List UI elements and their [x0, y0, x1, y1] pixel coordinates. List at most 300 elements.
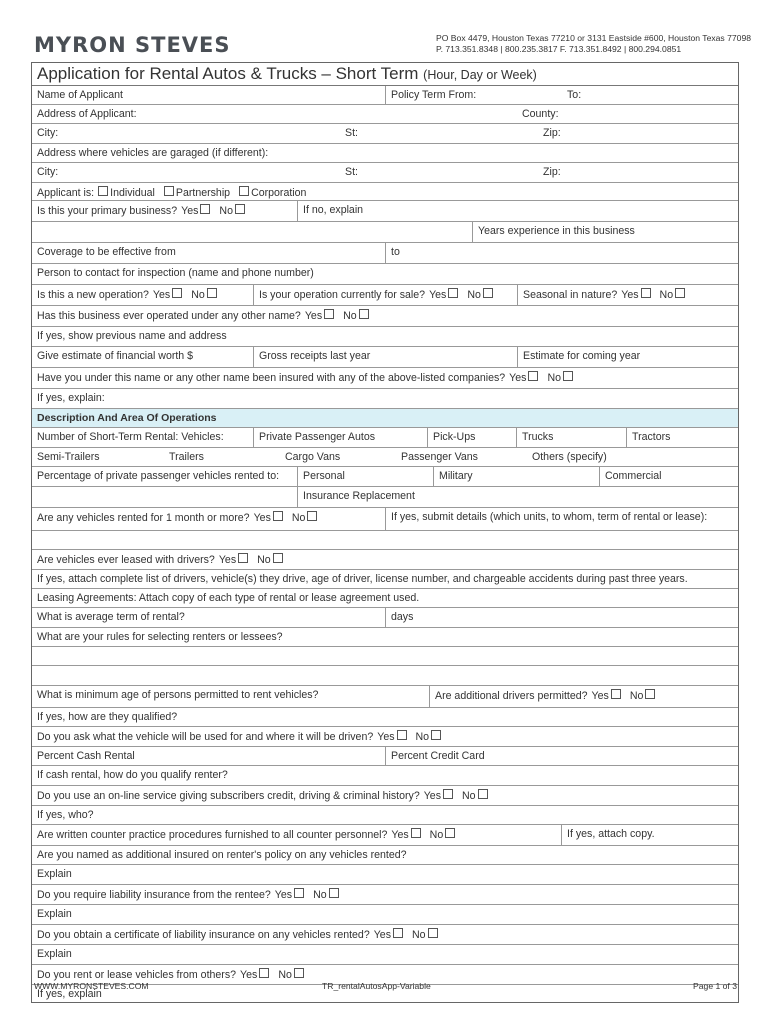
field-label: Are you named as additional insured on renter's policy on any vehicles rented? [37, 849, 407, 861]
checkbox[interactable] [528, 371, 538, 381]
form-title-text: Application for Rental Autos & Trucks – Short Term [37, 64, 419, 83]
checkbox[interactable] [431, 730, 441, 740]
form-field[interactable] [32, 467, 297, 486]
form-row [32, 747, 738, 766]
form-field[interactable] [297, 467, 433, 486]
form-field[interactable] [433, 467, 599, 486]
field-label: If yes, attach copy. [567, 828, 655, 840]
checkbox[interactable] [645, 689, 655, 699]
checkbox-option[interactable] [374, 929, 403, 941]
form-field[interactable] [253, 285, 517, 305]
form-field[interactable] [32, 905, 738, 924]
field-label: Estimate for coming year [523, 350, 641, 362]
checkbox[interactable] [324, 309, 334, 319]
form-field[interactable] [32, 589, 738, 607]
form-field[interactable] [385, 747, 738, 765]
checkbox-option[interactable] [305, 310, 334, 322]
form-row [32, 389, 738, 409]
field-label: Semi-Trailers [37, 451, 100, 463]
checkbox-label: Yes [509, 372, 527, 384]
form-row [32, 124, 738, 144]
form-field[interactable] [32, 448, 164, 466]
form-row [32, 666, 738, 686]
checkbox-label: Partnership [175, 187, 231, 199]
form-field[interactable] [297, 201, 738, 221]
form-row [32, 727, 738, 747]
checkbox-label: Yes [591, 690, 609, 702]
field-label: Do you rent or lease vehicles from others? [37, 969, 237, 981]
field-label: To: [567, 89, 582, 101]
checkbox-label: Yes [621, 289, 639, 301]
field-label: Is this a new operation? [37, 289, 149, 301]
field-label: Address where vehicles are garaged (if different): [37, 147, 269, 159]
checkbox-label: Yes [423, 790, 442, 802]
form-row [32, 865, 738, 885]
checkbox[interactable] [294, 888, 304, 898]
field-label: Explain [37, 948, 72, 960]
checkbox-option[interactable] [630, 690, 656, 702]
form-field[interactable] [297, 487, 738, 507]
form-title [32, 63, 738, 86]
form-field[interactable] [32, 327, 738, 346]
field-label: What is minimum age of persons permitted to rent vehicles? [37, 689, 319, 701]
form-field[interactable] [32, 708, 738, 726]
form-row [32, 163, 738, 183]
checkbox-option[interactable] [181, 205, 210, 217]
checkbox[interactable] [238, 553, 248, 563]
form-row [32, 183, 738, 201]
field-label: Applicant is: [37, 187, 95, 199]
field-label: If yes, explain: [37, 392, 105, 404]
section-header-row [32, 409, 738, 428]
checkbox-label: No [257, 554, 271, 566]
field-label: If yes, show previous name and address [37, 330, 227, 342]
form-field[interactable] [32, 428, 253, 447]
field-label: Commercial [605, 470, 662, 482]
checkbox-option[interactable] [462, 790, 488, 802]
field-label: Zip: [543, 166, 561, 178]
field-label: Policy Term From: [391, 89, 477, 101]
form-field[interactable] [32, 666, 738, 685]
field-label: If yes, submit details (which units, to whom, term of rental or lease): [391, 511, 708, 523]
form-field[interactable] [527, 448, 738, 466]
field-label: Name of Applicant [37, 89, 123, 101]
form-field[interactable] [32, 885, 738, 904]
field-label: Explain [37, 868, 72, 880]
checkbox[interactable] [393, 928, 403, 938]
form-row [32, 708, 738, 727]
form-row [32, 243, 738, 264]
checkbox-label: Yes [218, 554, 237, 566]
form-row [32, 825, 738, 846]
field-label: Number of Short-Term Rental: Vehicles: [37, 431, 224, 443]
field-label: Have you under this name or any other name been insured with any of the above-listed companies? [37, 372, 506, 384]
form-field[interactable] [32, 608, 385, 627]
checkbox-option[interactable] [191, 289, 217, 301]
checkbox[interactable] [411, 828, 421, 838]
field-label: Has this business ever operated under any other name? [37, 310, 301, 322]
form-row [32, 608, 738, 628]
checkbox-label: No [191, 289, 205, 301]
field-label: St: [345, 127, 358, 139]
form-row [32, 467, 738, 487]
checkbox-option[interactable] [509, 372, 538, 384]
form-field[interactable] [32, 222, 472, 242]
field-label: Do you require liability insurance from the rentee? [37, 889, 271, 901]
form-field[interactable] [253, 347, 517, 367]
form-row [32, 508, 738, 531]
field-label: Gross receipts last year [259, 350, 371, 362]
checkbox[interactable] [207, 288, 217, 298]
field-label: City: [37, 127, 59, 139]
checkbox[interactable] [200, 204, 210, 214]
checkbox-option[interactable] [592, 690, 621, 702]
form-field[interactable] [32, 105, 517, 123]
form-field[interactable] [429, 686, 738, 707]
form-field[interactable] [32, 686, 429, 707]
checkbox-label: Yes [304, 310, 323, 322]
form-field[interactable] [385, 243, 738, 263]
field-label: Do you obtain a certificate of liability insurance on any vehicles rented? [37, 929, 370, 941]
form-field[interactable] [472, 222, 738, 242]
form-row [32, 264, 738, 285]
form-field[interactable] [32, 487, 297, 507]
field-label: Private Passenger Autos [259, 431, 376, 443]
checkbox-label: Yes [373, 929, 392, 941]
form-field[interactable] [164, 448, 280, 466]
form-row [32, 347, 738, 368]
checkbox-option[interactable] [164, 187, 230, 199]
form-row [32, 428, 738, 448]
checkbox-label: Yes [274, 889, 293, 901]
form-row [32, 86, 738, 105]
field-label: days [391, 611, 414, 623]
checkbox[interactable] [98, 186, 108, 196]
checkbox[interactable] [164, 186, 174, 196]
field-label: County: [522, 108, 559, 120]
form-row [32, 448, 738, 467]
checkbox-label: Yes [240, 969, 258, 981]
form-row [32, 222, 738, 243]
field-label: Others (specify) [532, 451, 607, 463]
form-field[interactable] [32, 925, 738, 944]
form-field[interactable] [32, 628, 738, 646]
form-row [32, 885, 738, 905]
checkbox-option[interactable] [343, 310, 369, 322]
form-field[interactable] [32, 550, 738, 569]
field-label: St: [345, 166, 358, 178]
field-label: If yes, who? [37, 809, 94, 821]
form-field[interactable] [32, 183, 738, 200]
checkbox-option[interactable] [278, 969, 304, 981]
form-title-suffix: (Hour, Day or Week) [423, 68, 537, 82]
field-label: Is your operation currently for sale? [259, 289, 426, 301]
checkbox[interactable] [329, 888, 339, 898]
field-label: Insurance Replacement [303, 490, 415, 502]
form-field[interactable] [32, 747, 385, 765]
field-label: Explain [37, 908, 72, 920]
checkbox-label: No [313, 889, 327, 901]
company-logo: MYRON STEVES [34, 33, 231, 57]
checkbox-option[interactable] [547, 372, 573, 384]
field-label: City: [37, 166, 59, 178]
form-field[interactable] [385, 608, 738, 627]
form-field[interactable] [32, 285, 253, 305]
field-label: Years experience in this business [478, 225, 635, 237]
form-row [32, 105, 738, 124]
form-field[interactable] [280, 448, 396, 466]
checkbox-label: No [291, 512, 306, 524]
checkbox-option[interactable] [660, 289, 686, 301]
checkbox[interactable] [563, 371, 573, 381]
form-row [32, 945, 738, 965]
checkbox-label: Yes [181, 205, 199, 217]
field-label: Leasing Agreements: Attach copy of each type of rental or lease agreement used. [37, 592, 420, 604]
checkbox-option[interactable] [467, 289, 493, 301]
form-row [32, 647, 738, 666]
checkbox[interactable] [273, 553, 283, 563]
checkbox-label: No [412, 929, 426, 941]
form-field[interactable] [32, 264, 738, 284]
field-label: Percent Credit Card [391, 750, 485, 762]
form-field[interactable] [562, 86, 738, 104]
footer-form-id: TR_rentalAutosApp-Variable [322, 981, 431, 991]
field-label: Are vehicles ever leased with drivers? [37, 554, 215, 566]
checkbox[interactable] [259, 968, 269, 978]
form-row [32, 589, 738, 608]
form-field[interactable] [32, 347, 253, 367]
form-row [32, 550, 738, 570]
checkbox-option[interactable] [416, 731, 442, 743]
checkbox-option[interactable] [412, 929, 438, 941]
form-field[interactable] [340, 163, 538, 182]
footer-page-number: Page 1 of 3 [693, 981, 737, 991]
checkbox[interactable] [478, 789, 488, 799]
form-field[interactable] [32, 306, 738, 326]
checkbox-option[interactable] [292, 512, 318, 524]
form-row [32, 686, 738, 708]
checkbox-label: No [629, 690, 644, 702]
checkbox-option[interactable] [239, 187, 306, 199]
field-label: Give estimate of financial worth $ [37, 350, 194, 362]
field-label: If yes, how are they qualified? [37, 711, 178, 723]
field-label: Personal [303, 470, 345, 482]
form-field[interactable] [561, 825, 738, 845]
phone-fax-line: P. 713.351.8348 | 800.235.3817 F. 713.351.8492 | 800.294.0851 [436, 44, 682, 54]
form-row [32, 846, 738, 865]
checkbox-label: Yes [152, 289, 171, 301]
field-label: Tractors [632, 431, 671, 443]
form-field[interactable] [32, 368, 738, 388]
form-field[interactable] [538, 163, 738, 182]
form-row [32, 531, 738, 550]
checkbox-label: Yes [391, 829, 409, 841]
checkbox-option[interactable] [98, 187, 155, 199]
field-label: Address of Applicant: [37, 108, 137, 120]
form-field[interactable] [517, 285, 738, 305]
form-field[interactable] [32, 570, 738, 588]
checkbox[interactable] [359, 309, 369, 319]
checkbox-option[interactable] [377, 731, 406, 743]
field-label: If yes, explain [37, 988, 102, 1000]
form-field[interactable] [253, 428, 427, 447]
checkbox-label: Individual [110, 187, 155, 199]
form-row [32, 487, 738, 508]
form-field[interactable] [32, 409, 738, 427]
checkbox-label: No [343, 310, 357, 322]
form-row [32, 905, 738, 925]
form-field[interactable] [32, 531, 738, 549]
field-label: Trucks [522, 431, 554, 443]
checkbox-label: No [415, 731, 430, 743]
form-field[interactable] [32, 945, 738, 964]
checkbox[interactable] [172, 288, 182, 298]
form-row [32, 306, 738, 327]
form-row [32, 766, 738, 786]
checkbox-option[interactable] [219, 205, 245, 217]
form-field[interactable] [340, 124, 538, 143]
field-label: Are additional drivers permitted? [435, 690, 588, 702]
checkbox-option[interactable] [621, 289, 650, 301]
checkbox-option[interactable] [257, 554, 283, 566]
form-field[interactable] [517, 347, 738, 367]
field-label: Do you ask what the vehicle will be used for and where it will be driven? [37, 731, 374, 743]
checkbox[interactable] [273, 511, 283, 521]
checkbox-option[interactable] [313, 889, 339, 901]
form-row [32, 806, 738, 825]
form-field[interactable] [32, 806, 738, 824]
application-form [31, 62, 739, 1003]
checkbox-option[interactable] [430, 829, 456, 841]
checkbox-label: Yes [377, 731, 395, 743]
checkbox-label: Yes [429, 289, 447, 301]
checkbox-label: Yes [253, 512, 271, 524]
form-row [32, 144, 738, 163]
checkbox-option[interactable] [219, 554, 248, 566]
checkbox[interactable] [294, 968, 304, 978]
form-row [32, 285, 738, 306]
form-field[interactable] [32, 786, 738, 805]
form-field[interactable] [626, 428, 738, 447]
checkbox-label: No [219, 205, 233, 217]
form-row [32, 201, 738, 222]
form-field[interactable] [538, 124, 738, 143]
checkbox-label: No [429, 829, 444, 841]
field-label: to [391, 246, 400, 258]
checkbox[interactable] [448, 288, 458, 298]
checkbox-label: Corporation [251, 187, 307, 199]
field-label: If yes, attach complete list of drivers, vehicle(s) they drive, age of driver, license number, and chargeable accidents during past three years. [37, 573, 688, 585]
form-field[interactable] [32, 243, 385, 263]
checkbox-option[interactable] [429, 289, 458, 301]
form-field[interactable] [32, 163, 340, 182]
field-label: What is average term of rental? [37, 611, 185, 623]
field-label: Trailers [169, 451, 204, 463]
field-label: Percentage of private passenger vehicles rented to: [37, 470, 280, 482]
checkbox[interactable] [443, 789, 453, 799]
checkbox[interactable] [445, 828, 455, 838]
field-label: Description And Area Of Operations [37, 412, 217, 424]
checkbox[interactable] [675, 288, 685, 298]
checkbox[interactable] [641, 288, 651, 298]
field-label: Military [439, 470, 473, 482]
form-field[interactable] [32, 86, 385, 104]
form-row [32, 925, 738, 945]
address-line: PO Box 4479, Houston Texas 77210 or 3131 Eastside #600, Houston Texas 77098 [436, 33, 752, 43]
checkbox-label: No [462, 790, 476, 802]
form-field[interactable] [396, 448, 527, 466]
checkbox-label: No [278, 969, 292, 981]
form-row [32, 786, 738, 806]
form-field[interactable] [517, 105, 738, 123]
checkbox-label: No [659, 289, 674, 301]
checkbox[interactable] [428, 928, 438, 938]
footer-website[interactable]: WWW.MYRONSTEVES.COM [34, 981, 149, 991]
field-label: Zip: [543, 127, 561, 139]
field-label: Cargo Vans [285, 451, 341, 463]
checkbox-label: No [467, 289, 481, 301]
field-label: Do you use an on-line service giving subscribers credit, driving & criminal history? [37, 790, 420, 802]
form-field[interactable] [516, 428, 626, 447]
checkbox-option[interactable] [153, 289, 182, 301]
field-label: Percent Cash Rental [37, 750, 135, 762]
field-label: If no, explain [303, 204, 364, 216]
form-field[interactable] [32, 766, 738, 785]
checkbox-option[interactable] [240, 969, 269, 981]
checkbox[interactable] [397, 730, 407, 740]
form-field[interactable] [32, 508, 385, 530]
field-label: Passenger Vans [401, 451, 478, 463]
field-label: Person to contact for inspection (name and phone number) [37, 267, 314, 279]
form-field[interactable] [385, 86, 562, 104]
checkbox-option[interactable] [275, 889, 304, 901]
checkbox-option[interactable] [424, 790, 453, 802]
checkbox-label: No [547, 372, 562, 384]
field-label: Are written counter practice procedures furnished to all counter personnel? [37, 829, 388, 841]
form-field[interactable] [32, 647, 738, 665]
field-label: Are any vehicles rented for 1 month or more? [37, 512, 250, 524]
checkbox-option[interactable] [391, 829, 420, 841]
form-field[interactable] [32, 144, 738, 162]
form-field[interactable] [385, 508, 738, 530]
form-field[interactable] [32, 124, 340, 143]
form-field[interactable] [32, 201, 297, 221]
field-label: If cash rental, how do you qualify renter? [37, 769, 228, 781]
form-field[interactable] [32, 846, 738, 864]
field-label: Seasonal in nature? [523, 289, 618, 301]
form-field[interactable] [32, 865, 738, 884]
form-row [32, 570, 738, 589]
field-label: Coverage to be effective from [37, 246, 176, 258]
checkbox[interactable] [239, 186, 249, 196]
checkbox[interactable] [611, 689, 621, 699]
form-field[interactable] [599, 467, 738, 486]
field-label: Is this your primary business? [37, 205, 178, 217]
form-field[interactable] [32, 825, 561, 845]
form-field[interactable] [32, 389, 738, 408]
form-field[interactable] [32, 727, 738, 746]
form-row [32, 628, 738, 647]
checkbox[interactable] [483, 288, 493, 298]
checkbox-option[interactable] [254, 512, 283, 524]
form-field[interactable] [427, 428, 516, 447]
company-contact [436, 33, 751, 55]
checkbox[interactable] [235, 204, 245, 214]
field-label: Pick-Ups [433, 431, 476, 443]
checkbox[interactable] [307, 511, 317, 521]
field-label: What are your rules for selecting renters or lessees? [37, 631, 283, 643]
form-row [32, 327, 738, 347]
